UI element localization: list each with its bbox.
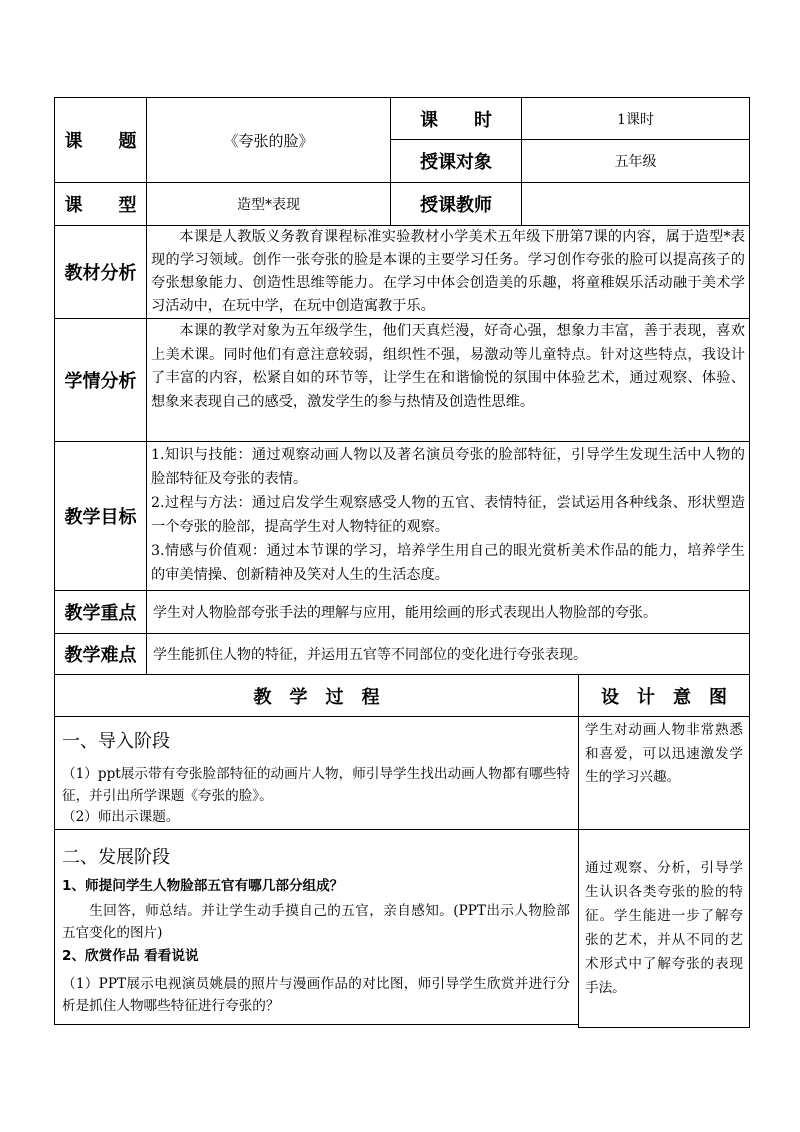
- topic-value: 《夸张的脸》: [223, 131, 314, 150]
- difficulty-label: 教学难点: [64, 645, 137, 666]
- key-text: 学生对人物脸部夸张手法的理解与应用，能用绘画的形式表现出人物脸部的夸张。: [153, 605, 657, 621]
- process-column-divider: [578, 674, 579, 1028]
- goals-label: 教学目标: [64, 507, 137, 528]
- material-text: 本课是人教版义务教育课程标准实验教材小学美术五年级下册第7课的内容，属于造型*表现的学习领域。创作一张夸张的脸是本课的主要学习任务。学习创作夸张的脸可以提高孩子的夸张想象能力、创造性思维等能力。在学习中体会创造美的乐趣，将童稚娱乐活动融于美术学习活动中，在玩中学，在玩中创造寓教于乐。: [151, 229, 745, 314]
- hours-value: 1课时: [617, 111, 654, 128]
- goal-item: 3.情感与价值观：通过本节课的学习，培养学生用自己的眼光赏析美术作品的能力，培养学生的审美情操、创新精神及笑对人生的生活态度。: [151, 543, 745, 583]
- hours-label: 课 时: [420, 109, 492, 131]
- type-label: 课 型: [64, 195, 137, 216]
- stage2-intent: 通过观察、分析，引导学生认识各类夸张的脸的特征。学生能进一步了解夸张的艺术，并从不同的艺术形式中了解夸张的表现手法。: [585, 860, 743, 996]
- table1-right-border: [749, 97, 750, 675]
- type-value: 造型*表现: [237, 197, 300, 213]
- row-divider: [54, 441, 750, 442]
- stage2-question2-text: （1）PPT展示电视演员姚晨的照片与漫画作品的对比图，师引导学生欣赏并进行分析是抓住人物哪些特征进行夸张的？: [62, 976, 570, 1014]
- process-header-divider: [54, 716, 750, 717]
- stage1-item: （2）师出示课题。: [62, 809, 180, 825]
- stage2-question2: 2、欣赏作品 看看说说: [62, 948, 199, 964]
- row-divider: [54, 318, 750, 319]
- table2-bottom-border: [54, 1024, 579, 1025]
- key-label: 教学重点: [64, 603, 137, 624]
- topic-label: 课 题: [64, 131, 137, 152]
- audience-label: 授课对象: [420, 152, 492, 173]
- teacher-value: [522, 183, 749, 225]
- intent-bottom-border: [578, 1027, 750, 1028]
- goals-list: [151, 443, 745, 587]
- stage2-title: 二、发展阶段: [62, 847, 170, 868]
- teacher-label: 授课教师: [420, 195, 492, 216]
- student-label: 学情分析: [64, 371, 137, 392]
- student-text: 本课的教学对象为五年级学生，他们天真烂漫，好奇心强，想象力丰富，善于表现，喜欢上美术课。同时他们有意注意较弱，组织性不强，易激动等儿童特点。针对这些特点，我设计了丰富的内容，松紧自如的环节等，让学生在和谐愉悦的氛围中体验艺术，通过观察、体验、想象来表现自己的感受，激发学生的参与热情及创造性思维。: [151, 323, 745, 410]
- audience-value: 五年级: [614, 154, 657, 170]
- goal-item: 1.知识与技能：通过观察动画人物以及著名演员夸张的脸部特征，引导学生发现生活中人物的脸部特征及夸张的表情。: [151, 447, 745, 487]
- stage2-question1: 1、师提问学生人物脸部五官有哪几部分组成？: [62, 878, 344, 894]
- difficulty-text: 学生能抓住人物的特征，并运用五官等不同部位的变化进行夸张表现。: [153, 647, 587, 663]
- process-header: 教 学 过 程: [253, 686, 380, 708]
- stage-divider: [54, 829, 750, 830]
- stage1-title: 一、导入阶段: [62, 731, 170, 752]
- stage1-intent: 学生对动画人物非常熟悉和喜爱，可以迅速激发学生的学习兴趣。: [585, 722, 743, 785]
- table2-left-border: [54, 674, 55, 1025]
- intent-header: 设 计 意 图: [601, 686, 727, 708]
- stage2-question1-text: 生回答，师总结。并让学生动手摸自己的五官，亲自感知。(PPT出示人物脸部五官变化的图片): [62, 903, 570, 941]
- goal-item: 2.过程与方法：通过启发学生观察感受人物的五官、表情特征，尝试运用各种线条、形状塑造一个夸张的脸部，提高学生对人物特征的观察。: [151, 495, 745, 535]
- stage1-item: （1）ppt展示带有夸张脸部特征的动画片人物，师引导学生找出动画人物都有哪些特征，并引出所学课题《夸张的脸》。: [62, 766, 570, 804]
- table2-right-border: [749, 674, 750, 1028]
- material-label: 教材分析: [64, 263, 137, 284]
